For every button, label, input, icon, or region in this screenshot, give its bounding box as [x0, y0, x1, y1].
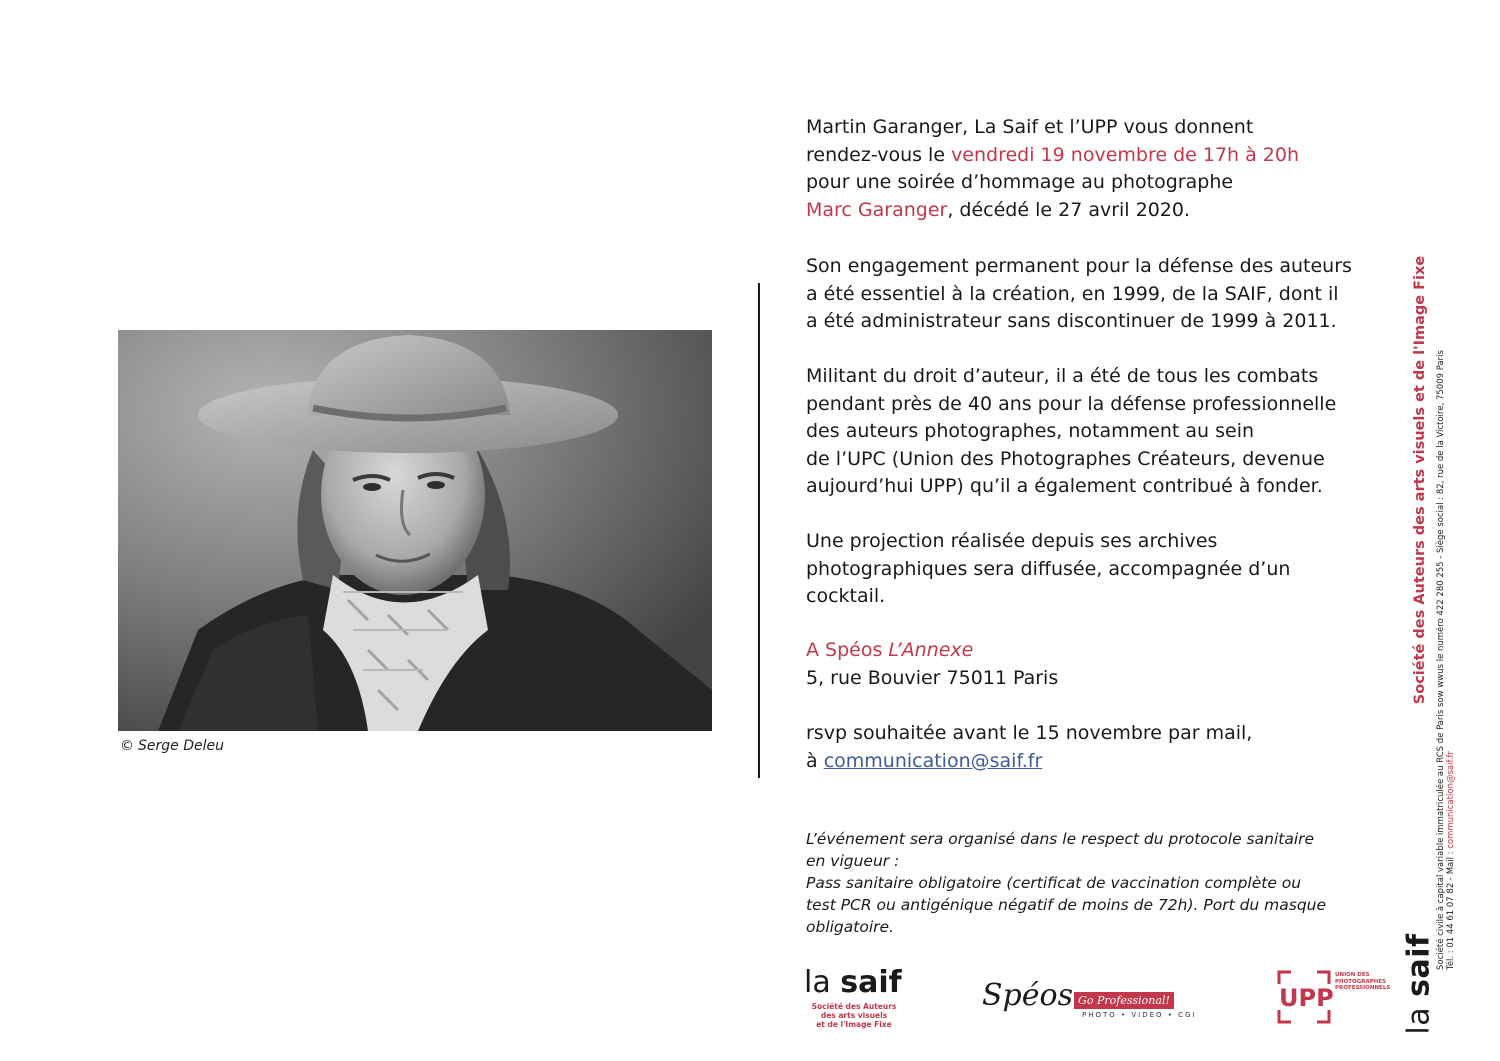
speos-slogan-bar: Go Professional! [1074, 992, 1174, 1009]
venue-address: 5, rue Bouvier 75011 Paris [806, 666, 1059, 689]
speos-name: Spéos [982, 978, 1073, 1013]
portrait-illustration [118, 330, 712, 731]
event-date: vendredi 19 novembre de 17h à 20h [951, 143, 1300, 166]
venue-annex: L’Annexe [888, 639, 974, 661]
note-line: L’événement sera organisé dans le respect du protocole sanitaire [806, 830, 1315, 848]
side-contact-email: communication@saif.fr [1446, 750, 1456, 849]
side-logo-saif: saif [1401, 933, 1437, 997]
intro-line-4 [806, 197, 1386, 225]
note-line: en vigueur : [806, 852, 900, 870]
militant-line: pendant près de 40 ans pour la défense professionnelle [806, 392, 1337, 415]
saif-wordmark-la: la [804, 965, 841, 1000]
venue-prefix: A Spéos [806, 639, 889, 661]
projection-line: photographiques sera diffusée, accompagnée d’un [806, 557, 1291, 580]
side-contact-line [1446, 350, 1456, 970]
rsvp-paragraph [806, 720, 1386, 775]
saif-wordmark-saif: saif [840, 965, 902, 1000]
rsvp-email-line [806, 748, 1386, 776]
engagement-line: a été essentiel à la création, en 1999, de la SAIF, dont il [806, 282, 1339, 305]
note-line: test PCR ou antigénique négatif de moins de 72h). Port du masque [806, 896, 1327, 914]
saif-subtitle-line: Société des Auteurs [811, 1002, 897, 1011]
copyright-symbol: © [120, 738, 134, 754]
militant-paragraph [806, 363, 1386, 501]
engagement-paragraph [806, 253, 1386, 336]
photographer-name: Serge Deleu [138, 738, 224, 754]
vertical-divider [758, 283, 760, 778]
honoree-name: Marc Garanger [806, 198, 948, 221]
intro-line-4-text: , décédé le 27 avril 2020. [947, 198, 1191, 221]
side-legal-info [1436, 350, 1456, 970]
rsvp-line: rsvp souhaitée avant le 15 novembre par mail, [806, 722, 1253, 744]
side-logo-la: la [1401, 996, 1437, 1035]
intro-line-3: pour une soirée d’hommage au photographe [806, 171, 1234, 193]
militant-line: des auteurs photographes, notamment au sein [806, 420, 1255, 442]
upp-fullname-line: UNION DES [1335, 972, 1370, 978]
projection-paragraph [806, 528, 1386, 611]
intro-line-1: Martin Garanger, La Saif et l’UPP vous donnent [806, 116, 1254, 138]
sanitary-note [806, 828, 1376, 938]
side-saif-logo [1402, 933, 1437, 1034]
upp-fullname [1335, 972, 1390, 992]
saif-wordmark [804, 966, 904, 1000]
venue-name [806, 637, 1386, 665]
rsvp-prefix: à [806, 749, 824, 772]
note-line: obligatoire. [806, 918, 894, 936]
intro-paragraph [806, 114, 1386, 224]
portrait-photo [118, 330, 712, 731]
upp-fullname-line: PHOTOGRAPHES [1335, 978, 1387, 985]
engagement-line: a été administrateur sans discontinuer de 1999 à 2011. [806, 310, 1337, 332]
engagement-line: Son engagement permanent pour la défense des auteurs [806, 255, 1352, 277]
saif-subtitle-line: et de l'Image Fixe [816, 1020, 892, 1029]
upp-fullname-line: PROFESSIONNELS [1335, 985, 1391, 991]
upp-logo [1277, 970, 1391, 1026]
intro-line-2-text: rendez-vous le [806, 143, 952, 166]
photo-credit [120, 738, 224, 754]
side-contact-text: Tél. : 01 44 61 07 82 - Mail : [1446, 848, 1456, 970]
saif-subtitle-line: des arts visuels [820, 1011, 888, 1020]
venue-paragraph [806, 637, 1386, 692]
speos-tagline: PHOTO • VIDEO • CGI [1082, 1011, 1197, 1019]
intro-line-2 [806, 142, 1386, 170]
projection-line: cocktail. [806, 585, 886, 607]
rsvp-email-link[interactable]: communication@saif.fr [823, 749, 1043, 772]
militant-line: aujourd’hui UPP) qu’il a également contribué à fonder. [806, 475, 1323, 497]
projection-line: Une projection réalisée depuis ses archives [806, 530, 1218, 552]
speos-logo [982, 978, 1197, 1028]
note-line: Pass sanitaire obligatoire (certificat de vaccination complète ou [806, 874, 1302, 892]
upp-mark: UPP [1279, 984, 1334, 1012]
saif-subtitle [804, 1002, 904, 1029]
saif-logo [804, 966, 904, 1029]
side-legal-line: Société civile à capital variable immatriculée au RCS de Paris sow wwus le numéro 422 280 255 - Siège social : 82, rue de la Victoire, 75009 Paris [1436, 350, 1446, 970]
side-organization-title: Société des Auteurs des arts visuels et de l'Image Fixe [1412, 255, 1428, 705]
militant-line: Militant du droit d’auteur, il a été de tous les combats [806, 365, 1319, 387]
militant-line: de l’UPC (Union des Photographes Créateurs, devenue [806, 447, 1325, 470]
